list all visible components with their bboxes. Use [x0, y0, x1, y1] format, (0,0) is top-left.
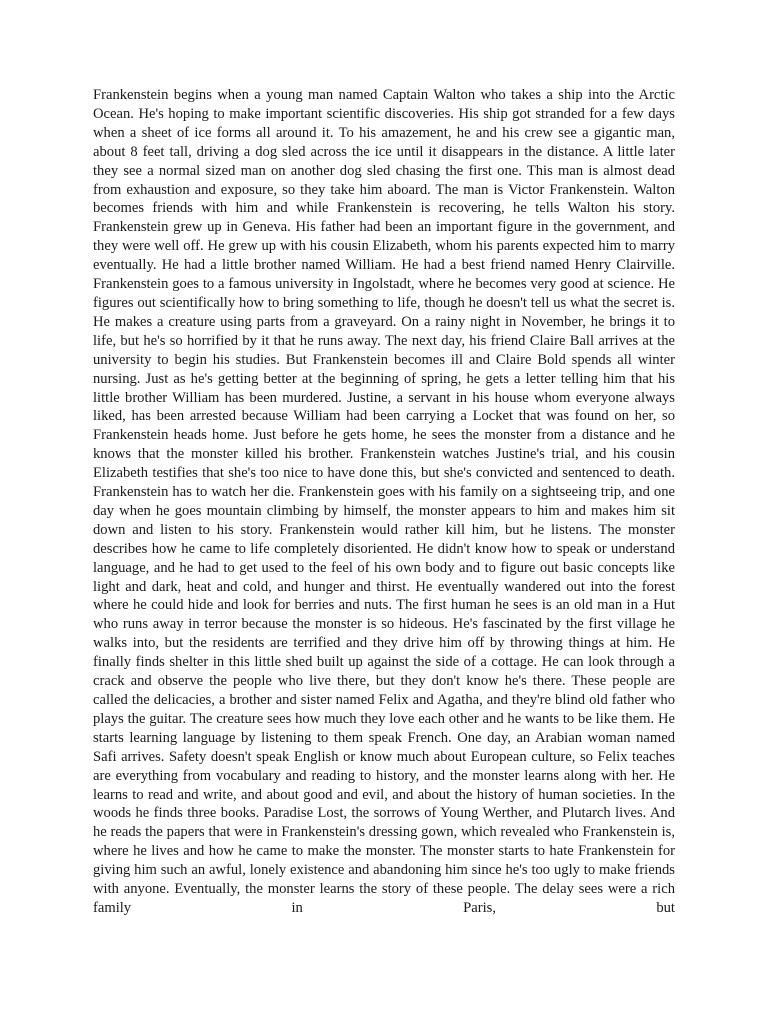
body-paragraph: Frankenstein begins when a young man named Captain Walton who takes a ship into the Arctic Ocean. He's hoping to make important scientific discoveries. His ship got stranded for a few days when a sheet of ice forms all around it. To his amazement, he and his crew see a gigantic man, about 8 feet tall, driving a dog sled across the ice until it disappears in the distance. A little later they see a normal sized man on another dog sled chasing the first one. This man is almost dead from exhaustion and exposure, so they take him aboard. The man is Victor Frankenstein. Walton becomes friends with him and while Frankenstein is recovering, he tells Walton his story. Frankenstein grew up in Geneva. His father had been an important figure in the government, and they were well off. He grew up with his cousin Elizabeth, whom his parents expected him to marry eventually. He had a little brother named William. He had a best friend named Henry Clairville. Frankenstein goes to a famous university in Ingolstadt, where he becomes very good at science. He figures out scientifically how to bring something to life, though he doesn't tell us what the secret is. He makes a creature using parts from a graveyard. On a rainy night in November, he brings it to life, but he's so horrified by it that he runs away. The next day, his friend Claire Ball arrives at the university to begin his studies. But Frankenstein becomes ill and Claire Bold spends all winter nursing. Just as he's getting better at the beginning of spring, he gets a letter telling him that his little brother William has been murdered. Justine, a servant in his house whom everyone always liked, has been arrested because William had been carrying a Locket that was found on her, so Frankenstein heads home. Just before he gets home, he sees the monster from a distance and he knows that the monster killed his brother. Frankenstein watches Justine's trial, and his cousin Elizabeth testifies that she's too nice to have done this, but she's convicted and sentenced to death. Frankenstein has to watch her die. Frankenstein goes with his family on a sightseeing trip, and one day when he goes mountain climbing by himself, the monster appears to him and makes him sit down and listen to his story. Frankenstein would rather kill him, but he listens. The monster describes how he came to life completely disoriented. He didn't know how to speak or understand language, and he had to get used to the feel of his own body and to figure out basic concepts like light and dark, heat and cold, and hunger and thirst. He eventually wandered out into the forest where he could hide and look for berries and nuts. The first human he sees is an old man in a Hut who runs away in terror because the monster is so hideous. He's fascinated by the first village he walks into, but the residents are terrified and they drive him off by throwing things at him. He finally finds shelter in this little shed built up against the side of a cottage. He can look through a crack and observe the people who live there, but they don't know he's there. These people are called the delicacies, a brother and sister named Felix and Agatha, and they're blind old father who plays the guitar. The creature sees how much they love each other and he wants to be like them. He starts learning language by listening to them speak French. One day, an Arabian woman named Safi arrives. Safety doesn't speak English or know much about European culture, so Felix teaches are everything from vocabulary and reading to history, and the monster learns along with her. He learns to read and write, and about good and evil, and about the history of human societies. In the woods he finds three books. Paradise Lost, the sorrows of Young Werther, and Plutarch lives. And he reads the papers that were in Frankenstein's dressing gown, which revealed who Frankenstein is, where he lives and how he came to make the monster. The monster starts to hate Frankenstein for giving him such an awful, lonely existence and abandoning him since he's too ugly to make friends with anyone. Eventually, the monster learns the story of these people. The delay sees were a rich family in Paris, but [93, 87, 675, 916]
